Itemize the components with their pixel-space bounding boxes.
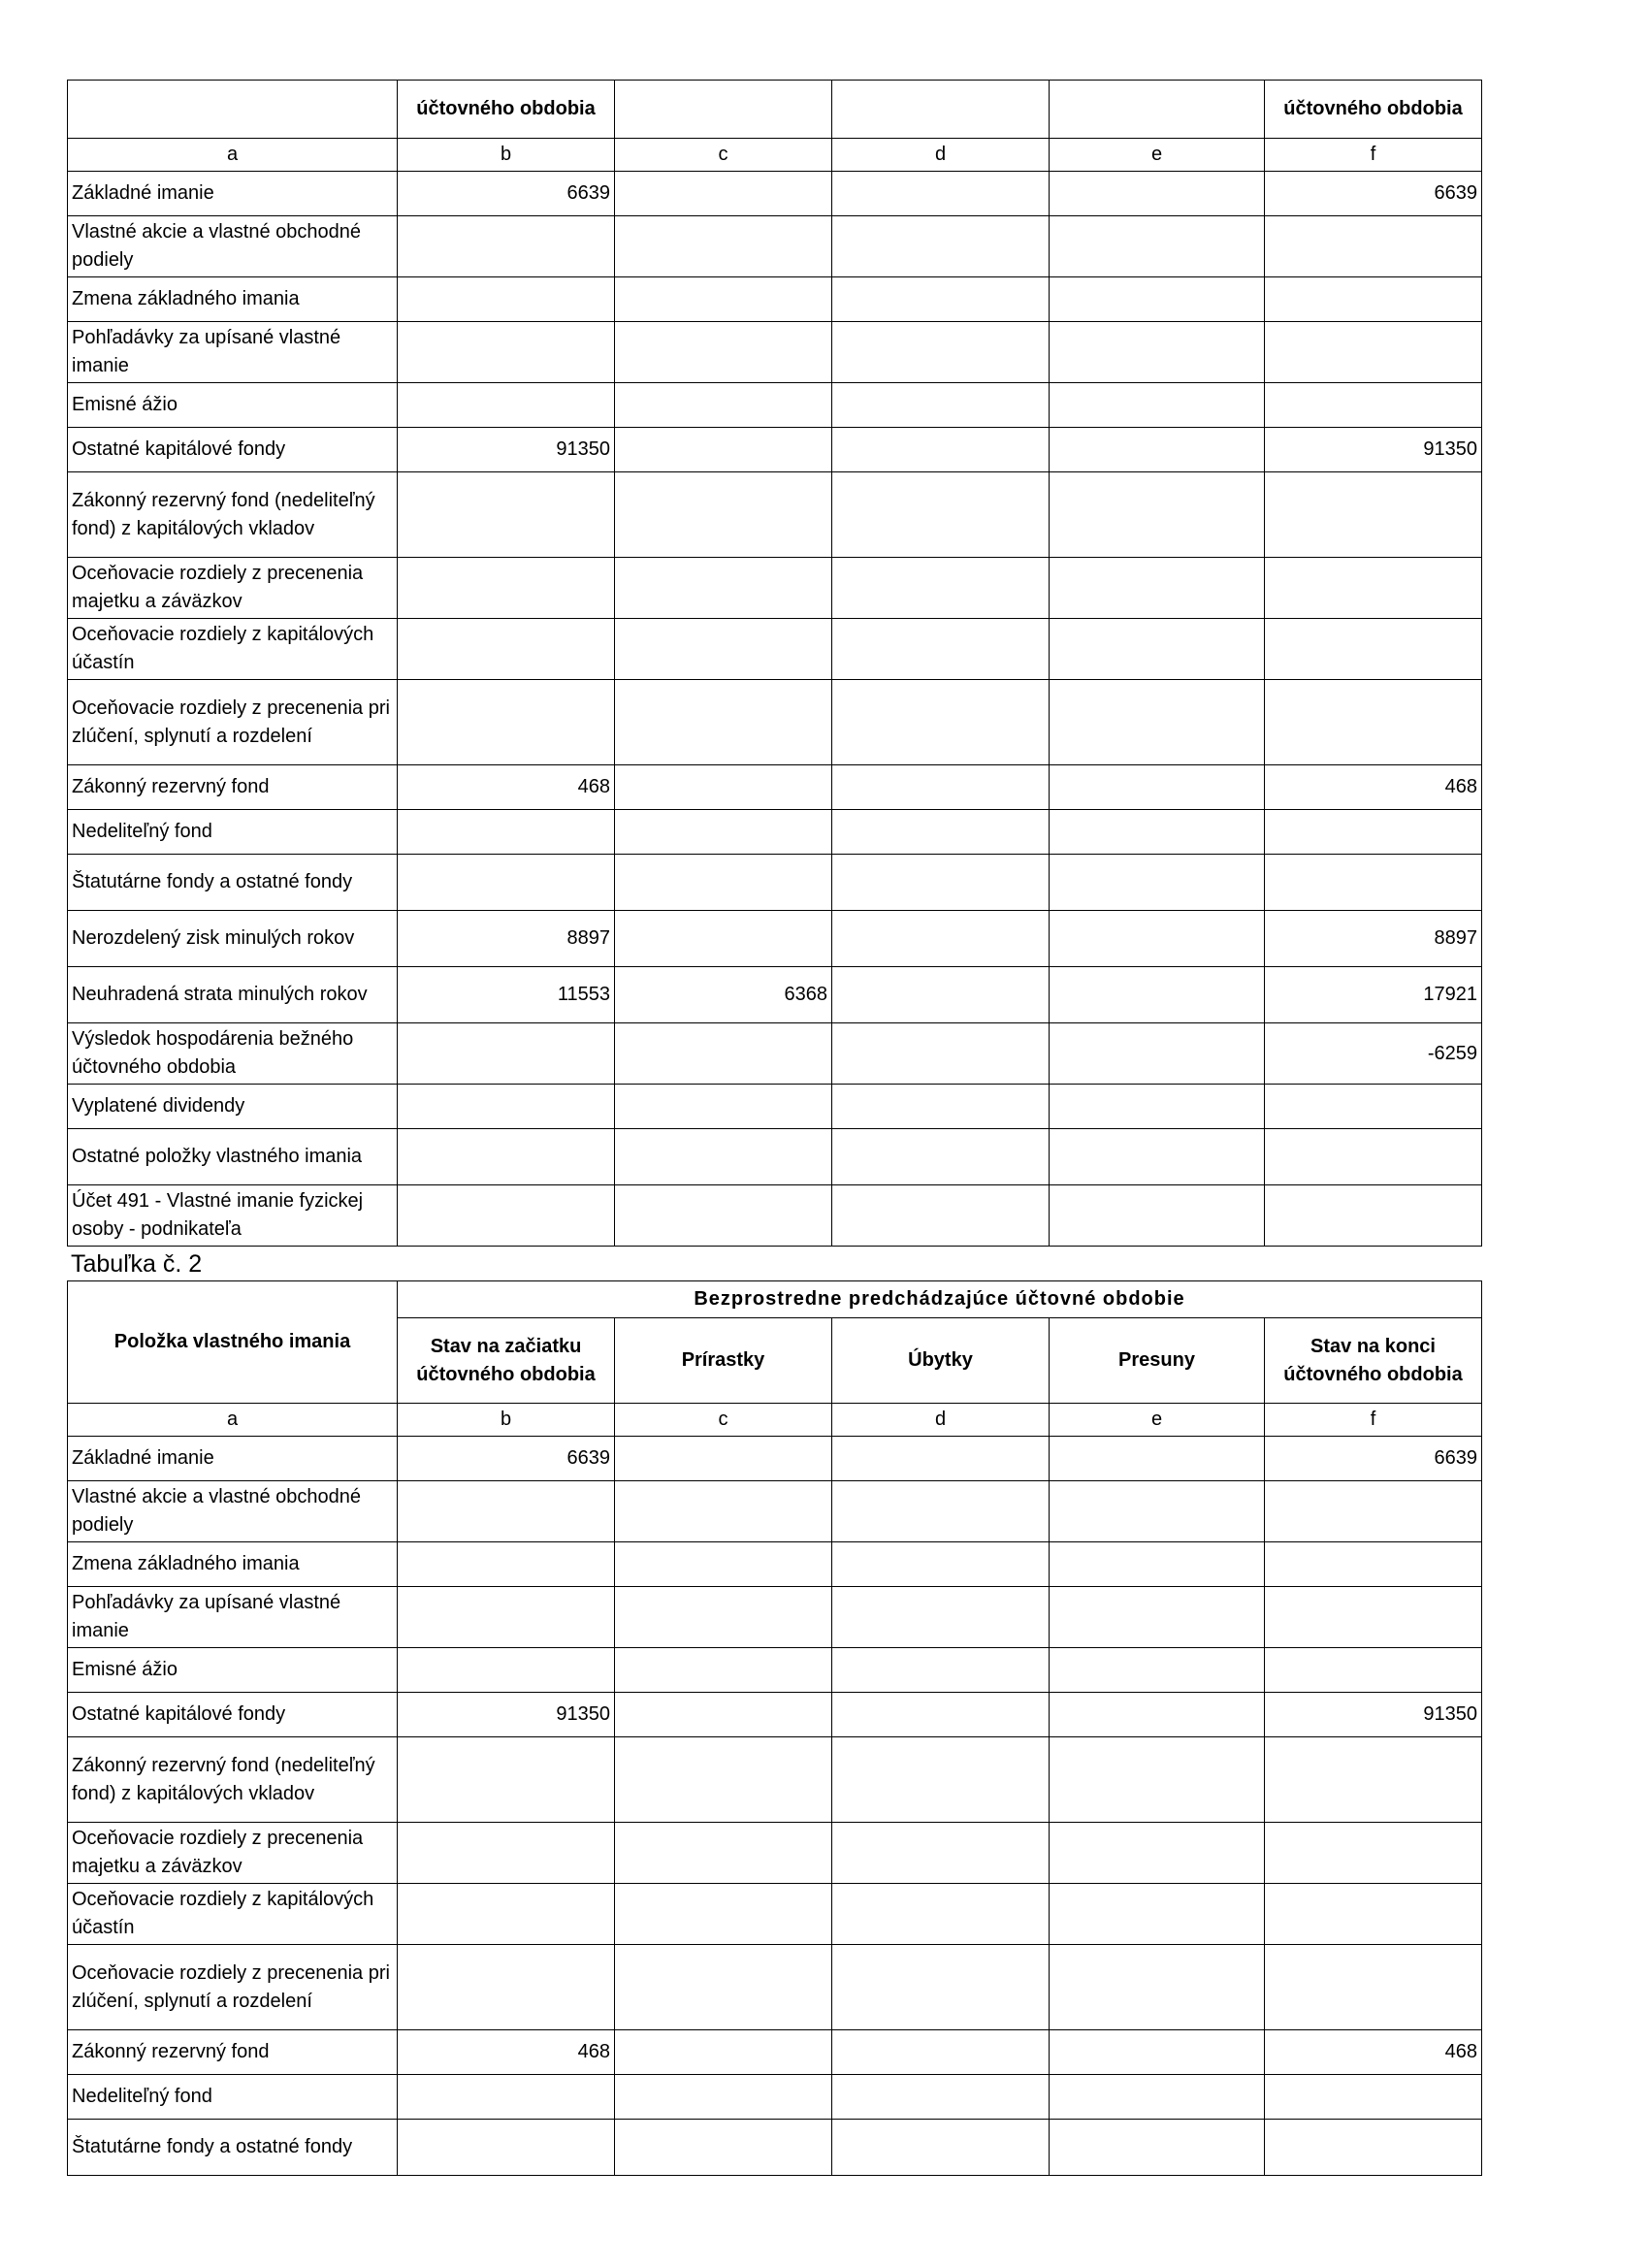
cell-f [1265, 2075, 1482, 2120]
cell-b [398, 680, 615, 765]
row-label: Základné imanie [68, 172, 398, 216]
cell-d [832, 765, 1050, 810]
table-row [68, 1693, 1482, 1737]
table-row [68, 810, 1482, 855]
cell-d [832, 472, 1050, 558]
cell-e [1050, 1737, 1265, 1823]
cell-d [832, 2075, 1050, 2120]
table-row [68, 472, 1482, 558]
cell-e [1050, 1481, 1265, 1542]
cell-d [832, 680, 1050, 765]
cell-c [615, 383, 832, 428]
cell-e [1050, 216, 1265, 277]
row-label: Oceňovacie rozdiely z precenenia pri zlúčení, splynutí a rozdelení [68, 1945, 398, 2030]
cell-e [1050, 1085, 1265, 1129]
cell-c [615, 765, 832, 810]
cell-d [832, 1437, 1050, 1481]
cell-c [615, 810, 832, 855]
cell-d [832, 1737, 1050, 1823]
table1-header-c [615, 81, 832, 139]
table2-header-start: Stav na začiatku účtovného obdobia [398, 1318, 615, 1404]
table-row [68, 1481, 1482, 1542]
cell-b [398, 1185, 615, 1247]
cell-e [1050, 619, 1265, 680]
table1-header-d [832, 81, 1050, 139]
cell-d [832, 810, 1050, 855]
table-row [68, 216, 1482, 277]
table1-letter-d: d [832, 139, 1050, 172]
table1-letter-c: c [615, 139, 832, 172]
row-label: Nerozdelený zisk minulých rokov [68, 911, 398, 967]
table-row [68, 1737, 1482, 1823]
cell-c [615, 1085, 832, 1129]
row-label: Nedeliteľný fond [68, 2075, 398, 2120]
table2-letter-c: c [615, 1404, 832, 1437]
cell-e [1050, 2120, 1265, 2176]
table-row [68, 911, 1482, 967]
cell-c [615, 1823, 832, 1884]
cell-b [398, 1737, 615, 1823]
cell-c [615, 1542, 832, 1587]
table1-header-e [1050, 81, 1265, 139]
table-row [68, 2030, 1482, 2075]
cell-d [832, 855, 1050, 911]
cell-d [832, 2030, 1050, 2075]
cell-f: 91350 [1265, 428, 1482, 472]
cell-f: 6639 [1265, 1437, 1482, 1481]
row-label: Zákonný rezervný fond (nedeliteľný fond) z kapitálových vkladov [68, 1737, 398, 1823]
cell-d [832, 428, 1050, 472]
cell-b [398, 216, 615, 277]
table-row [68, 1648, 1482, 1693]
cell-f [1265, 558, 1482, 619]
cell-d [832, 277, 1050, 322]
cell-e [1050, 1542, 1265, 1587]
row-label: Štatutárne fondy a ostatné fondy [68, 2120, 398, 2176]
cell-f [1265, 216, 1482, 277]
row-label: Pohľadávky za upísané vlastné imanie [68, 322, 398, 383]
cell-e [1050, 967, 1265, 1023]
cell-b [398, 2120, 615, 2176]
cell-b [398, 619, 615, 680]
cell-d [832, 558, 1050, 619]
row-label: Pohľadávky za upísané vlastné imanie [68, 1587, 398, 1648]
table1-letter-b: b [398, 139, 615, 172]
table1-letter-a: a [68, 139, 398, 172]
cell-f [1265, 1648, 1482, 1693]
cell-b: 91350 [398, 428, 615, 472]
cell-c [615, 1437, 832, 1481]
row-label: Emisné ážio [68, 1648, 398, 1693]
cell-f: 17921 [1265, 967, 1482, 1023]
cell-d [832, 216, 1050, 277]
table-row [68, 1437, 1482, 1481]
row-label: Zmena základného imania [68, 1542, 398, 1587]
cell-f [1265, 1823, 1482, 1884]
cell-f: 91350 [1265, 1693, 1482, 1737]
cell-e [1050, 911, 1265, 967]
cell-d [832, 1884, 1050, 1945]
cell-b [398, 1884, 615, 1945]
cell-d [832, 1648, 1050, 1693]
table-row [68, 1085, 1482, 1129]
table2-letter-f: f [1265, 1404, 1482, 1437]
cell-b: 8897 [398, 911, 615, 967]
cell-d [832, 911, 1050, 967]
table1-header-b: účtovného obdobia [398, 81, 615, 139]
equity-table-previous-period [67, 1280, 1482, 2176]
cell-e [1050, 1823, 1265, 1884]
cell-d [832, 1945, 1050, 2030]
cell-d [832, 322, 1050, 383]
row-label: Zákonný rezervný fond (nedeliteľný fond) z kapitálových vkladov [68, 472, 398, 558]
cell-d [832, 1185, 1050, 1247]
cell-e [1050, 472, 1265, 558]
table-row [68, 322, 1482, 383]
table-row [68, 277, 1482, 322]
table-row [68, 967, 1482, 1023]
table-row [68, 1542, 1482, 1587]
row-label: Vyplatené dividendy [68, 1085, 398, 1129]
cell-c [615, 172, 832, 216]
cell-b [398, 1587, 615, 1648]
table1-body [68, 81, 1482, 1247]
cell-f [1265, 855, 1482, 911]
cell-f [1265, 1185, 1482, 1247]
row-label: Oceňovacie rozdiely z precenenia majetku a záväzkov [68, 558, 398, 619]
row-label: Ostatné položky vlastného imania [68, 1129, 398, 1185]
table1-header-row [68, 81, 1482, 139]
table-row [68, 1884, 1482, 1945]
row-label: Oceňovacie rozdiely z kapitálových účastín [68, 619, 398, 680]
cell-b [398, 1481, 615, 1542]
cell-f: 468 [1265, 2030, 1482, 2075]
table2-header-transfers: Presuny [1050, 1318, 1265, 1404]
cell-c: 6368 [615, 967, 832, 1023]
table-row [68, 765, 1482, 810]
table2-letter-a: a [68, 1404, 398, 1437]
cell-e [1050, 1185, 1265, 1247]
equity-table-current-period [67, 80, 1482, 1247]
table2-letter-e: e [1050, 1404, 1265, 1437]
cell-c [615, 2075, 832, 2120]
table1-letter-row [68, 139, 1482, 172]
cell-c [615, 1648, 832, 1693]
cell-f [1265, 1542, 1482, 1587]
cell-f [1265, 1737, 1482, 1823]
row-label: Účet 491 - Vlastné imanie fyzickej osoby - podnikateľa [68, 1185, 398, 1247]
table2-letter-row [68, 1404, 1482, 1437]
cell-d [832, 1023, 1050, 1085]
cell-c [615, 558, 832, 619]
cell-d [832, 1823, 1050, 1884]
cell-f [1265, 1945, 1482, 2030]
cell-e [1050, 1437, 1265, 1481]
cell-c [615, 1945, 832, 2030]
cell-b [398, 322, 615, 383]
cell-c [615, 472, 832, 558]
cell-e [1050, 855, 1265, 911]
row-label: Vlastné akcie a vlastné obchodné podiely [68, 216, 398, 277]
cell-d [832, 2120, 1050, 2176]
cell-d [832, 1481, 1050, 1542]
cell-e [1050, 172, 1265, 216]
row-label: Zákonný rezervný fond [68, 765, 398, 810]
cell-f: -6259 [1265, 1023, 1482, 1085]
table-row [68, 2120, 1482, 2176]
cell-c [615, 911, 832, 967]
cell-f [1265, 1481, 1482, 1542]
row-label: Vlastné akcie a vlastné obchodné podiely [68, 1481, 398, 1542]
table1-header-a [68, 81, 398, 139]
cell-f [1265, 1587, 1482, 1648]
cell-b [398, 810, 615, 855]
cell-e [1050, 680, 1265, 765]
cell-b: 6639 [398, 1437, 615, 1481]
cell-d [832, 1542, 1050, 1587]
cell-b: 6639 [398, 172, 615, 216]
row-label: Zákonný rezervný fond [68, 2030, 398, 2075]
cell-c [615, 1737, 832, 1823]
cell-c [615, 2030, 832, 2075]
cell-c [615, 1023, 832, 1085]
row-label: Oceňovacie rozdiely z kapitálových účastín [68, 1884, 398, 1945]
cell-d [832, 1587, 1050, 1648]
table-row [68, 172, 1482, 216]
cell-f [1265, 1085, 1482, 1129]
row-label: Zmena základného imania [68, 277, 398, 322]
cell-b [398, 1648, 615, 1693]
cell-e [1050, 1693, 1265, 1737]
table2-letter-b: b [398, 1404, 615, 1437]
cell-c [615, 1129, 832, 1185]
table-row [68, 1823, 1482, 1884]
table-row [68, 680, 1482, 765]
table1-letter-e: e [1050, 139, 1265, 172]
cell-b: 468 [398, 765, 615, 810]
table2-letter-d: d [832, 1404, 1050, 1437]
table2-body [68, 1281, 1482, 2176]
cell-b [398, 472, 615, 558]
row-label: Nedeliteľný fond [68, 810, 398, 855]
cell-d [832, 1085, 1050, 1129]
cell-f [1265, 810, 1482, 855]
cell-b [398, 1085, 615, 1129]
cell-c [615, 1693, 832, 1737]
cell-f [1265, 277, 1482, 322]
cell-f [1265, 383, 1482, 428]
cell-c [615, 619, 832, 680]
cell-f [1265, 322, 1482, 383]
row-label: Štatutárne fondy a ostatné fondy [68, 855, 398, 911]
table2-group-row [68, 1281, 1482, 1318]
cell-d [832, 1129, 1050, 1185]
row-label: Oceňovacie rozdiely z precenenia pri zlúčení, splynutí a rozdelení [68, 680, 398, 765]
cell-e [1050, 1884, 1265, 1945]
cell-b [398, 2075, 615, 2120]
cell-c [615, 1481, 832, 1542]
cell-e [1050, 1587, 1265, 1648]
cell-b [398, 1823, 615, 1884]
cell-b [398, 1542, 615, 1587]
cell-e [1050, 1023, 1265, 1085]
cell-e [1050, 558, 1265, 619]
table2-item-header: Položka vlastného imania [68, 1281, 398, 1404]
cell-b [398, 383, 615, 428]
table-row [68, 383, 1482, 428]
row-label: Výsledok hospodárenia bežného účtovného obdobia [68, 1023, 398, 1085]
cell-d [832, 967, 1050, 1023]
cell-f: 8897 [1265, 911, 1482, 967]
cell-e [1050, 2075, 1265, 2120]
cell-f [1265, 680, 1482, 765]
cell-e [1050, 765, 1265, 810]
cell-f [1265, 2120, 1482, 2176]
cell-c [615, 855, 832, 911]
table-row [68, 855, 1482, 911]
table-row [68, 1945, 1482, 2030]
cell-e [1050, 277, 1265, 322]
cell-e [1050, 1648, 1265, 1693]
cell-b [398, 558, 615, 619]
cell-b [398, 1945, 615, 2030]
row-label: Ostatné kapitálové fondy [68, 1693, 398, 1737]
cell-f [1265, 1129, 1482, 1185]
cell-c [615, 1185, 832, 1247]
cell-c [615, 216, 832, 277]
cell-e [1050, 1129, 1265, 1185]
table-row [68, 558, 1482, 619]
cell-c [615, 428, 832, 472]
cell-c [615, 1587, 832, 1648]
row-label: Neuhradená strata minulých rokov [68, 967, 398, 1023]
cell-b: 468 [398, 2030, 615, 2075]
cell-c [615, 322, 832, 383]
cell-e [1050, 383, 1265, 428]
cell-e [1050, 322, 1265, 383]
cell-e [1050, 810, 1265, 855]
cell-d [832, 172, 1050, 216]
table-row [68, 1185, 1482, 1247]
table2-group-header: Bezprostredne predchádzajúce účtovné obdobie [398, 1281, 1482, 1318]
cell-c [615, 2120, 832, 2176]
table2-header-end: Stav na konci účtovného obdobia [1265, 1318, 1482, 1404]
table-row [68, 1587, 1482, 1648]
cell-b [398, 1023, 615, 1085]
cell-b: 91350 [398, 1693, 615, 1737]
cell-b [398, 855, 615, 911]
cell-f [1265, 1884, 1482, 1945]
table-row [68, 619, 1482, 680]
row-label: Oceňovacie rozdiely z precenenia majetku a záväzkov [68, 1823, 398, 1884]
cell-c [615, 680, 832, 765]
cell-d [832, 619, 1050, 680]
cell-e [1050, 2030, 1265, 2075]
cell-e [1050, 1945, 1265, 2030]
cell-d [832, 383, 1050, 428]
cell-f [1265, 472, 1482, 558]
cell-e [1050, 428, 1265, 472]
cell-c [615, 1884, 832, 1945]
cell-d [832, 1693, 1050, 1737]
table-row [68, 1129, 1482, 1185]
row-label: Ostatné kapitálové fondy [68, 428, 398, 472]
cell-f: 6639 [1265, 172, 1482, 216]
table2-header-decreases: Úbytky [832, 1318, 1050, 1404]
cell-b: 11553 [398, 967, 615, 1023]
table-row [68, 1023, 1482, 1085]
table2-caption: Tabuľka č. 2 [71, 1250, 203, 1278]
cell-b [398, 1129, 615, 1185]
table1-header-f: účtovného obdobia [1265, 81, 1482, 139]
cell-c [615, 277, 832, 322]
cell-f [1265, 619, 1482, 680]
row-label: Základné imanie [68, 1437, 398, 1481]
table1-letter-f: f [1265, 139, 1482, 172]
cell-f: 468 [1265, 765, 1482, 810]
table-row [68, 428, 1482, 472]
row-label: Emisné ážio [68, 383, 398, 428]
table2-header-increases: Prírastky [615, 1318, 832, 1404]
table-row [68, 2075, 1482, 2120]
cell-b [398, 277, 615, 322]
